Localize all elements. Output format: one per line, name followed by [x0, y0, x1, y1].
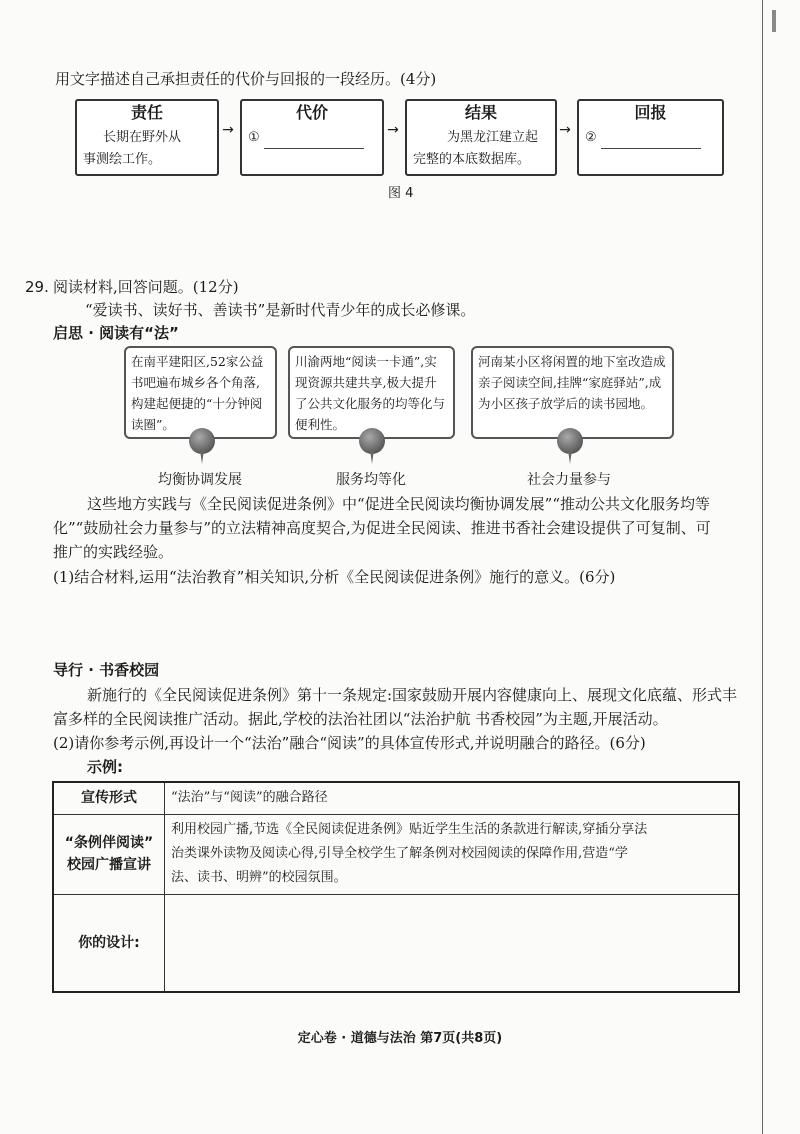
material-paragraph-line: 这些地方实践与《全民阅读促进条例》中“促进全民阅读均衡协调发展”“推动公共文化服务均等 [87, 495, 711, 513]
answer-marker: ② [585, 130, 597, 145]
table-row [53, 814, 739, 894]
table-cell-path [165, 814, 740, 894]
table-row [53, 894, 739, 992]
flow-box-text [248, 127, 376, 149]
material-paragraph-line: 化”“鼓励社会力量参与”的立法精神高度契合,为促进全民阅读、推进书香社会建设提供了可复制、可 [53, 519, 711, 537]
flow-box-responsibility [75, 99, 219, 176]
question-prompt: 阅读材料,回答问题。(12分) [53, 278, 239, 296]
flow-box-result [405, 99, 557, 176]
answer-blank[interactable] [264, 132, 364, 149]
table-header-cell: “法治”与“阅读”的融合路径 [165, 782, 740, 814]
flow-box-title: 回报 [634, 103, 667, 122]
top-instruction: 用文字描述自己承担责任的代价与回报的一段经历。(4分) [55, 70, 437, 88]
flow-box-cost [240, 99, 384, 176]
table-cell-your-design-label: 你的设计: [53, 894, 165, 992]
answer-marker: ① [248, 130, 260, 145]
material-paragraph-line: 推广的实践经验。 [53, 543, 174, 561]
table-cell-form [53, 814, 165, 894]
section-title: 启思 · 阅读有“法” [53, 324, 179, 342]
example-table [52, 781, 740, 993]
flow-box-text [83, 127, 211, 171]
flow-arrow: → [559, 122, 571, 138]
flow-text-line: 事测绘工作。 [83, 152, 162, 167]
flow-box-title: 责任 [130, 103, 163, 122]
flow-arrow: → [387, 122, 399, 138]
table-header-cell: 宣传形式 [53, 782, 165, 814]
table-cell-line: 治类课外读物及阅读心得,引导全校学生了解条例对校园阅读的保障作用,营造“学 [171, 846, 628, 861]
material-paragraph-line: 富多样的全民阅读推广活动。据此,学校的法治社团以“法治护航 书香校园”为主题,开展活动。 [53, 710, 668, 728]
page-edge-line [762, 0, 763, 1134]
table-row [53, 782, 739, 814]
material-bubble: 河南某小区将闲置的地下室改造成亲子阅读空间,挂牌“家庭驿站”,成为小区孩子放学后的读书园地。 [471, 346, 674, 439]
flow-text-line: 为黑龙江建立起 [447, 130, 539, 145]
bubble-label: 社会力量参与 [527, 472, 611, 488]
location-pin-icon [189, 428, 215, 454]
scan-mark [772, 10, 776, 32]
flow-arrow: → [222, 122, 234, 138]
sub-question-1: (1)结合材料,运用“法治教育”相关知识,分析《全民阅读促进条例》施行的意义。(6分) [53, 568, 616, 586]
material-bubble: 在南平建阳区,52家公益书吧遍布城乡各个角落,构建起便捷的“十分钟阅读圈”。 [124, 346, 277, 439]
location-pin-icon [557, 428, 583, 454]
answer-blank[interactable] [601, 132, 701, 149]
flow-box-title: 代价 [295, 103, 328, 122]
sub-question-2: (2)请你参考示例,再设计一个“法治”融合“阅读”的具体宣传形式,并说明融合的路径。(6分) [53, 734, 646, 752]
material-bubble: 川渝两地“阅读一卡通”,实现资源共建共享,极大提升了公共文化服务的均等化与便利性。 [288, 346, 455, 439]
table-cell-line: 法、读书、明辨”的校园氛围。 [171, 870, 347, 885]
answer-area[interactable] [165, 894, 740, 992]
question-number: 29. [25, 278, 49, 296]
question-intro: “爱读书、读好书、善读书”是新时代青少年的成长必修课。 [85, 301, 476, 319]
flow-box-reward [577, 99, 724, 176]
table-cell-line: 校园广播宣讲 [67, 857, 151, 873]
page-footer: 定心卷 · 道德与法治 第7页(共8页) [297, 1031, 503, 1046]
flow-box-text [413, 127, 549, 171]
location-pin-icon [359, 428, 385, 454]
flow-text-line: 长期在野外从 [103, 130, 182, 145]
flow-text-line: 完整的本底数据库。 [413, 152, 531, 167]
flow-box-text [585, 127, 716, 149]
example-label: 示例: [87, 758, 123, 776]
table-cell-line: 利用校园广播,节选《全民阅读促进条例》贴近学生生活的条款进行解读,穿插分享法 [171, 822, 648, 837]
bubble-label: 服务均等化 [336, 472, 406, 488]
material-paragraph-line: 新施行的《全民阅读促进条例》第十一条规定:国家鼓励开展内容健康向上、展现文化底蕴、形式丰 [87, 686, 738, 704]
table-cell-line: “条例伴阅读” [64, 835, 154, 851]
figure-caption: 图 4 [388, 186, 414, 201]
flow-box-title: 结果 [464, 103, 497, 122]
bubble-label: 均衡协调发展 [158, 472, 242, 488]
section-title: 导行 · 书香校园 [53, 661, 160, 679]
